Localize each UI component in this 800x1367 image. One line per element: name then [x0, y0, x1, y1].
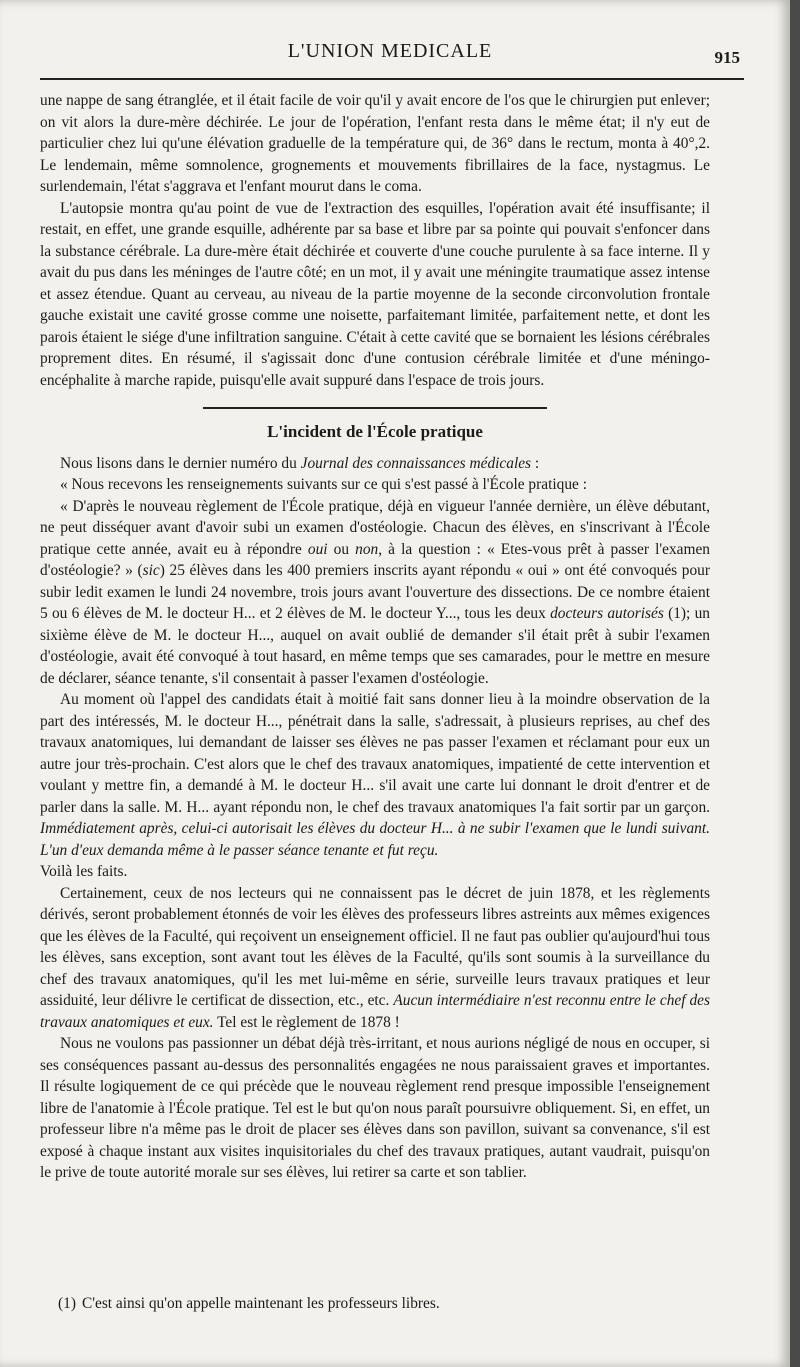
- commentary-italic: Aucun intermédiaire n'est reconnu entre le chef des travaux anatomiques et eux.: [40, 992, 710, 1031]
- regulation-text-d: (1); un sixième élève de M. le docteur H..., auquel on avait oublié de demander s'il était prêt à subir l'examen d'ostéologie, avait été convoqué à tout hasard, en même temps que ses camarades, pour le mettre en mesure de déclarer, séance tenante, s'il consentait à passer l'examen d'ostéologie.: [40, 605, 710, 687]
- paragraph-regulation: [40, 496, 710, 690]
- answer-non: non: [355, 540, 379, 558]
- commentary-end: Tel est le règlement de 1878 !: [213, 1013, 400, 1031]
- answer-oui: oui: [307, 540, 328, 558]
- section-title: L'incident de l'École pratique: [267, 422, 483, 441]
- intro-end: :: [531, 454, 540, 472]
- paragraph-autopsy: L'autopsie montra qu'au point de vue de l'extraction des esquilles, l'opération avait été insuffisante; il restait, en effet, une grande esquille, adhérente par sa base et libre par sa pointe qui pouvait s'enfoncer dans la substance cérébrale. La dure-mère était déchirée et couverte d'une couche purulente à sa face interne. Il y avait du pus dans les méninges de l'autre côté; en un mot, il y avait une méningite traumatique assez intense et assez étendue. Quant au cerveau, au niveau de la partie moyenne de la seconde circonvolution frontale gauche existait une cavité grosse comme une noisette, parfaitemant limitée, parfaitement nette, et dont les parois étaient le siége d'une infiltration sanguine. C'était à cette cavité que se bornaient les lésions cérébrales proprement dites. En résumé, il s'agissait donc d'une contusion cérébrale limitée et d'une méningo-encéphalite à marche rapide, puisqu'elle avait suppuré dans l'espace de trois jours.: [40, 199, 710, 389]
- section-divider: [203, 407, 547, 409]
- sic-mark: sic: [142, 562, 160, 579]
- regulation-or: ou: [327, 540, 356, 558]
- paragraph-incident: [40, 689, 710, 861]
- paragraph-commentary: [40, 883, 710, 1034]
- regulation-text-b: , à la question : « Etes-vous prêt à passer l'examen d'ostéologie? » (: [40, 540, 710, 579]
- page-number: 915: [714, 48, 740, 67]
- footnote-marker: (1): [58, 1295, 76, 1312]
- footnote-text: C'est ainsi qu'on appelle maintenant les professeurs libres.: [81, 1295, 440, 1312]
- journal-title: L'UNION MEDICALE: [287, 40, 493, 62]
- paragraph-intro: [40, 453, 710, 475]
- journal-reference: Journal des connaissances médicales: [300, 454, 532, 472]
- commentary-text: Certainement, ceux de nos lecteurs qui ne connaissent pas le décret de juin 1878, et les règlements dérivés, seront probablement étonnés de voir les élèves des professeurs libres astreints aux mêmes exigences que les élèves de la Faculté, qui reçoivent un enseignement officiel. Il ne faut pas oublier qu'aujourd'hui tous les élèves, sans exception, sont avant tout les élèves de la Faculté, qu'ils sont soumis à la surveillance du chef des travaux anatomiques, qu'il les met lui-même en série, surveille leurs travaux pratiques et leur assiduité, leur délivre le certificat de dissection, etc., etc.: [40, 884, 710, 1009]
- paragraph-conclusion: Nous ne voulons pas passionner un débat déjà très-irritant, et nous aurions négligé de nous en occuper, si ses conséquences passant au-dessus des personnalités engagées ne nous paraissaient graves et importantes. Il résulte logiquement de ce qui précède que le nouveau règlement rend presque impossible l'enseignement libre de l'anatomie à l'École pratique. Tel est le but qu'on nous paraît poursuivre obliquement. Si, en effet, un professeur libre n'a même pas le droit de placer ses élèves dans son pavillon, suivant sa convenance, s'il est exposé à chaque instant aux visites inquisitoriales du chef des travaux pratiques, autant vaudrait, puisqu'on le prive de toute autorité morale sur ses élèves, lui retirer sa carte et son tablier.: [40, 1035, 710, 1181]
- docteurs-autorises: docteurs autorisés: [550, 605, 664, 622]
- footnote: [58, 1295, 718, 1313]
- regulation-text-a: « D'après le nouveau règlement de l'École pratique, déjà en vigueur l'année dernière, un élève débutant, ne peut disséquer avant d'avoir subi un examen d'ostéologie. Chacun des élèves, en s'inscrivant à l'École pratique cette année, avait eu à répondre: [40, 497, 710, 558]
- regulation-text-c: ) 25 élèves dans les 400 premiers inscrits ayant répondu « oui » ont été convoqués pour subir ledit examen le lundi 24 novembre, trois jours avant l'ouverture des dissections. De ce nombre étaient 5 ou 6 élèves de M. le docteur H... et 2 élèves de M. le docteur Y..., tous les deux: [40, 562, 710, 622]
- paragraph-case-report: une nappe de sang étranglée, et il était facile de voir qu'il y avait encore de l'os que le chirurgien put enlever; on vit alors la dure-mère déchirée. Le jour de l'opération, l'enfant resta dans le même état; il n'y eut de particulier chez lui qu'une élévation graduelle de la température qui, de 36° dans le rectum, monta à 40°,2. Le lendemain, même somnolence, grognements et mouvements fibrillaires de la face, nystagmus. Le surlendemain, l'état s'aggrava et l'enfant mourut dans le coma.: [40, 92, 710, 195]
- running-head: [40, 40, 740, 74]
- paragraph-voila: Voilà les faits.: [40, 863, 128, 880]
- header-rule: [40, 78, 744, 80]
- incident-text: Au moment où l'appel des candidats était à moitié fait sans donner lieu à la moindre observation de la part des intéressés, M. le docteur H..., pénétrait dans la salle, s'adressait, à plusieurs reprises, au chef des travaux anatomiques, lui demandant de laisser ses élèves ne pas passer l'examen et réclamant pour eux un autre jour très-prochain. C'est alors que le chef des travaux anatomiques, impatienté de cette intervention et voulant y mettre fin, a demandé à M. le docteur H... s'il avait une carte lui donnant le droit d'entrer et de parler dans la salle. M. H... ayant répondu non, le chef des travaux anatomiques l'a fait sortir par un garçon.: [40, 691, 710, 816]
- intro-text: Nous lisons dans le dernier numéro du: [60, 454, 301, 472]
- incident-italic: Immédiatement après, celui-ci autorisait les élèves du docteur H... à ne subir l'examen que le lundi suivant. L'un d'eux demanda même à le passer séance tenante et fut reçu.: [40, 820, 710, 859]
- article-body: [40, 90, 710, 1184]
- paragraph-quote-lead: « Nous recevons les renseignements suivants sur ce qui s'est passé à l'École pratique :: [60, 476, 587, 493]
